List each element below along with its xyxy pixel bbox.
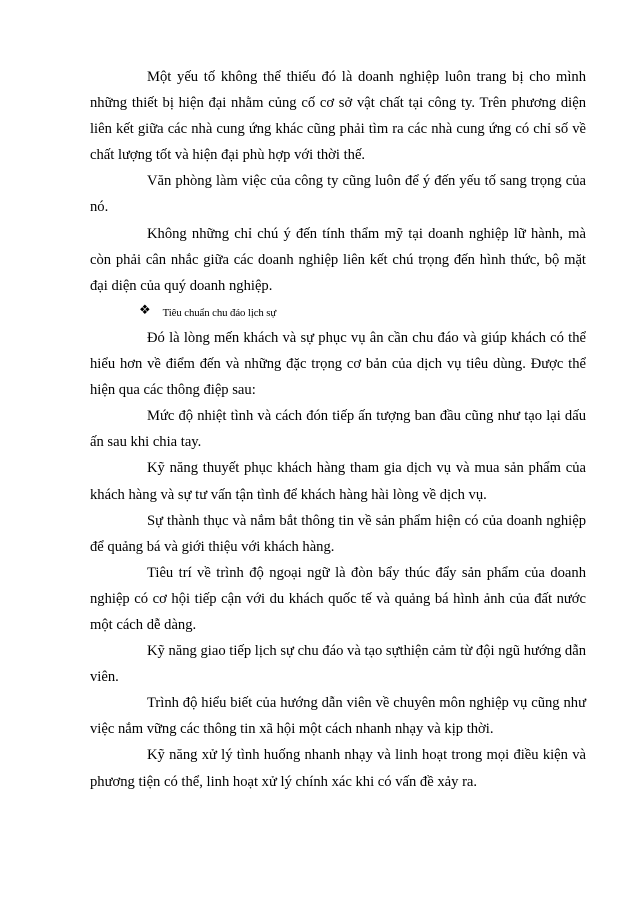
- paragraph: Một yếu tố không thể thiếu đó là doanh nghiệp luôn trang bị cho mình những thiết bị hiện đại nhằm củng cố cơ sở vật chất tại công ty. Trên phương diện liên kết giữa các nhà cung ứng khác cũng phải tìm ra các nhà cung ứng có chỉ số về chất lượng tốt và hiện đại phù hợp với thời thế.: [90, 69, 586, 164]
- document-page: [90, 64, 586, 795]
- paragraph: Kỹ năng giao tiếp lịch sự chu đáo và tạo sựthiện cảm từ đội ngũ hướng dẫn viên.: [90, 643, 586, 686]
- paragraph: Không những chỉ chú ý đến tính thẩm mỹ tại doanh nghiệp lữ hành, mà còn phải cân nhắc giữa các doanh nghiệp liên kết chú trọng đến hình thức, bộ mặt đại diện của quý doanh nghiệp.: [90, 225, 586, 294]
- paragraph: Trình độ hiểu biết của hướng dẫn viên về chuyên môn nghiệp vụ cũng như việc nắm vững các thông tin xã hội một cách nhanh nhạy và kịp thời.: [90, 695, 586, 738]
- paragraph: Mức độ nhiệt tình và cách đón tiếp ấn tượng ban đầu cũng như tạo lại dấu ấn sau khi chia tay.: [90, 408, 586, 451]
- bullet-heading: [90, 299, 586, 325]
- paragraph: Kỹ năng xử lý tình huống nhanh nhạy và linh hoạt trong mọi điều kiện và phương tiện có thể, linh hoạt xử lý chính xác khi có vấn đề xảy ra.: [90, 747, 586, 790]
- bullet-heading-text: Tiêu chuẩn chu đáo lịch sự: [162, 306, 277, 319]
- paragraph: Kỹ năng thuyết phục khách hàng tham gia dịch vụ và mua sản phẩm của khách hàng và sự tư vấn tận tình để khách hàng hài lòng về dịch vụ.: [90, 460, 586, 503]
- paragraph: Đó là lòng mến khách và sự phục vụ ân cần chu đáo và giúp khách có thể hiểu hơn về điểm đến và những đặc trọng cơ bản của dịch vụ tiêu dùng. Được thể hiện qua các thông điệp sau:: [90, 329, 586, 399]
- four-diamond-bullet-icon: ❖: [139, 302, 151, 318]
- paragraph: Sự thành thục và nắm bắt thông tin về sản phẩm hiện có của doanh nghiệp để quảng bá và giới thiệu với khách hàng.: [90, 512, 586, 555]
- paragraph: Tiêu trí về trình độ ngoại ngữ là đòn bẩy thúc đẩy sản phẩm của doanh nghiệp có cơ hội tiếp cận với du khách quốc tế và quảng bá hình ảnh của đất nước một cách dễ dàng.: [90, 564, 586, 633]
- paragraph: Văn phòng làm việc của công ty cũng luôn để ý đến yếu tố sang trọng của nó.: [90, 173, 586, 216]
